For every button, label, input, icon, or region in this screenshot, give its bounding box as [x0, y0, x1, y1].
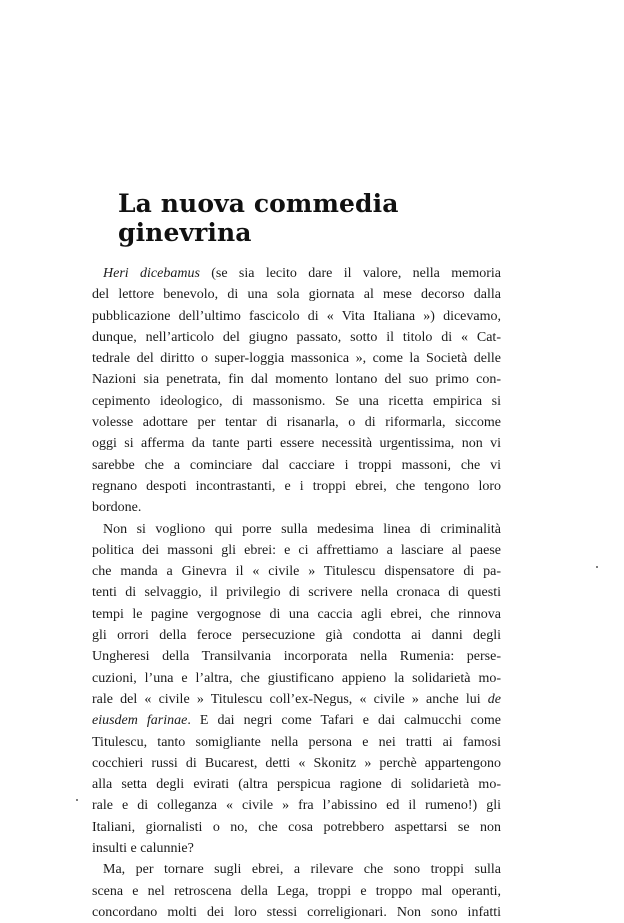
- text-line: insulti e calunnie?: [92, 841, 194, 857]
- text-line: Ungheresi della Transilvania incorporata nella Rumenia: perse-: [92, 649, 501, 665]
- scan-speck: [596, 566, 598, 568]
- text-line: gli orrori della feroce persecuzione già condotta ai danni degli: [92, 628, 501, 644]
- text-line: volesse adottare per tentar di risanarla, o di riformarla, siccome: [92, 415, 501, 431]
- text-line: concordano molti dei loro stessi correligionari. Non sono infatti: [92, 904, 501, 920]
- paragraph-1: [92, 263, 501, 519]
- text-segment: (se sia lecito dare il valore, nella memoria: [199, 266, 501, 281]
- paragraph-3: [92, 859, 501, 923]
- paragraph-2: [92, 519, 501, 860]
- text-line: regnano despoti incontrastanti, e i troppi ebrei, che tengono loro: [92, 478, 501, 494]
- text-line: cocchieri russi di Bucarest, detti « Skonitz » perchè appartengono: [92, 755, 501, 771]
- text-line: [103, 263, 501, 284]
- text-line: [92, 689, 501, 710]
- text-segment: . E dai negri come Tafari e dai calmucchi come: [187, 713, 501, 729]
- text-line: del lettore benevolo, di una sola giornata al mese decorso dalla: [92, 287, 501, 303]
- text-line: oggi si afferma da tante parti essere necessità urgentissima, non vi: [92, 436, 501, 452]
- text-line: scena e nel retroscena della Lega, troppi e troppo mal operanti,: [92, 883, 501, 899]
- text-line: bordone.: [92, 500, 142, 516]
- scan-speck: [76, 799, 78, 801]
- text-line: dunque, nell’articolo del giugno passato, sotto il titolo di « Cat-: [92, 329, 501, 345]
- text-line: Italiani, giornalisti o no, che cosa potrebbero aspettarsi se non: [92, 819, 501, 835]
- italic-phrase: eiusdem farinae: [92, 713, 188, 729]
- text-line: tedrale del diritto o super-loggia massonica », come la Società delle: [92, 351, 501, 367]
- text-line: cepimento ideologico, di massonismo. Se una ricetta empirica si: [92, 393, 501, 409]
- text-line: Titulescu, tanto somigliante nella persona e nei tratti ai famosi: [92, 734, 501, 750]
- text-line: Non si vogliono qui porre sulla medesima linea di criminalità: [103, 521, 501, 537]
- text-line: pubblicazione dell’ultimo fascicolo di « Vita Italiana ») dicevamo,: [92, 308, 501, 324]
- text-line: [92, 710, 501, 731]
- text-line: sarebbe che a cominciare dal cacciare i troppi massoni, che vi: [92, 457, 501, 473]
- text-line: cuzioni, l’una e l’altra, che giustificano appieno la solidarietà mo-: [92, 670, 501, 686]
- text-line: tempi le pagine vergognose di una caccia agli ebrei, che rinnova: [92, 606, 501, 622]
- text-line: rale e di colleganza « civile » fra l’abissino ed il rumeno!) gli: [92, 798, 501, 814]
- text-line: Nazioni sia penetrata, fin dal momento lontano del suo primo con-: [92, 372, 501, 388]
- text-segment: rale del « civile » Titulescu coll’ex-Negus, « civile » anche lui: [92, 691, 488, 707]
- text-line: tenti di selvaggio, il privilegio di scrivere nella cronaca di questi: [92, 585, 501, 601]
- italic-phrase: de: [487, 691, 501, 707]
- text-line: alla setta degli evirati (altra perspicua ragione di solidarietà mo-: [92, 777, 501, 793]
- article-title: La nuova commedia ginevrina: [118, 189, 399, 247]
- text-line: politica dei massoni gli ebrei: e ci affrettiamo a lasciare al paese: [92, 542, 501, 558]
- italic-phrase: Heri dicebamus: [103, 266, 200, 281]
- text-line: Ma, per tornare sugli ebrei, a rilevare che sono troppi sulla: [103, 862, 501, 878]
- article-body: [92, 263, 501, 923]
- text-line: che manda a Ginevra il « civile » Titulescu dispensatore di pa-: [92, 564, 501, 580]
